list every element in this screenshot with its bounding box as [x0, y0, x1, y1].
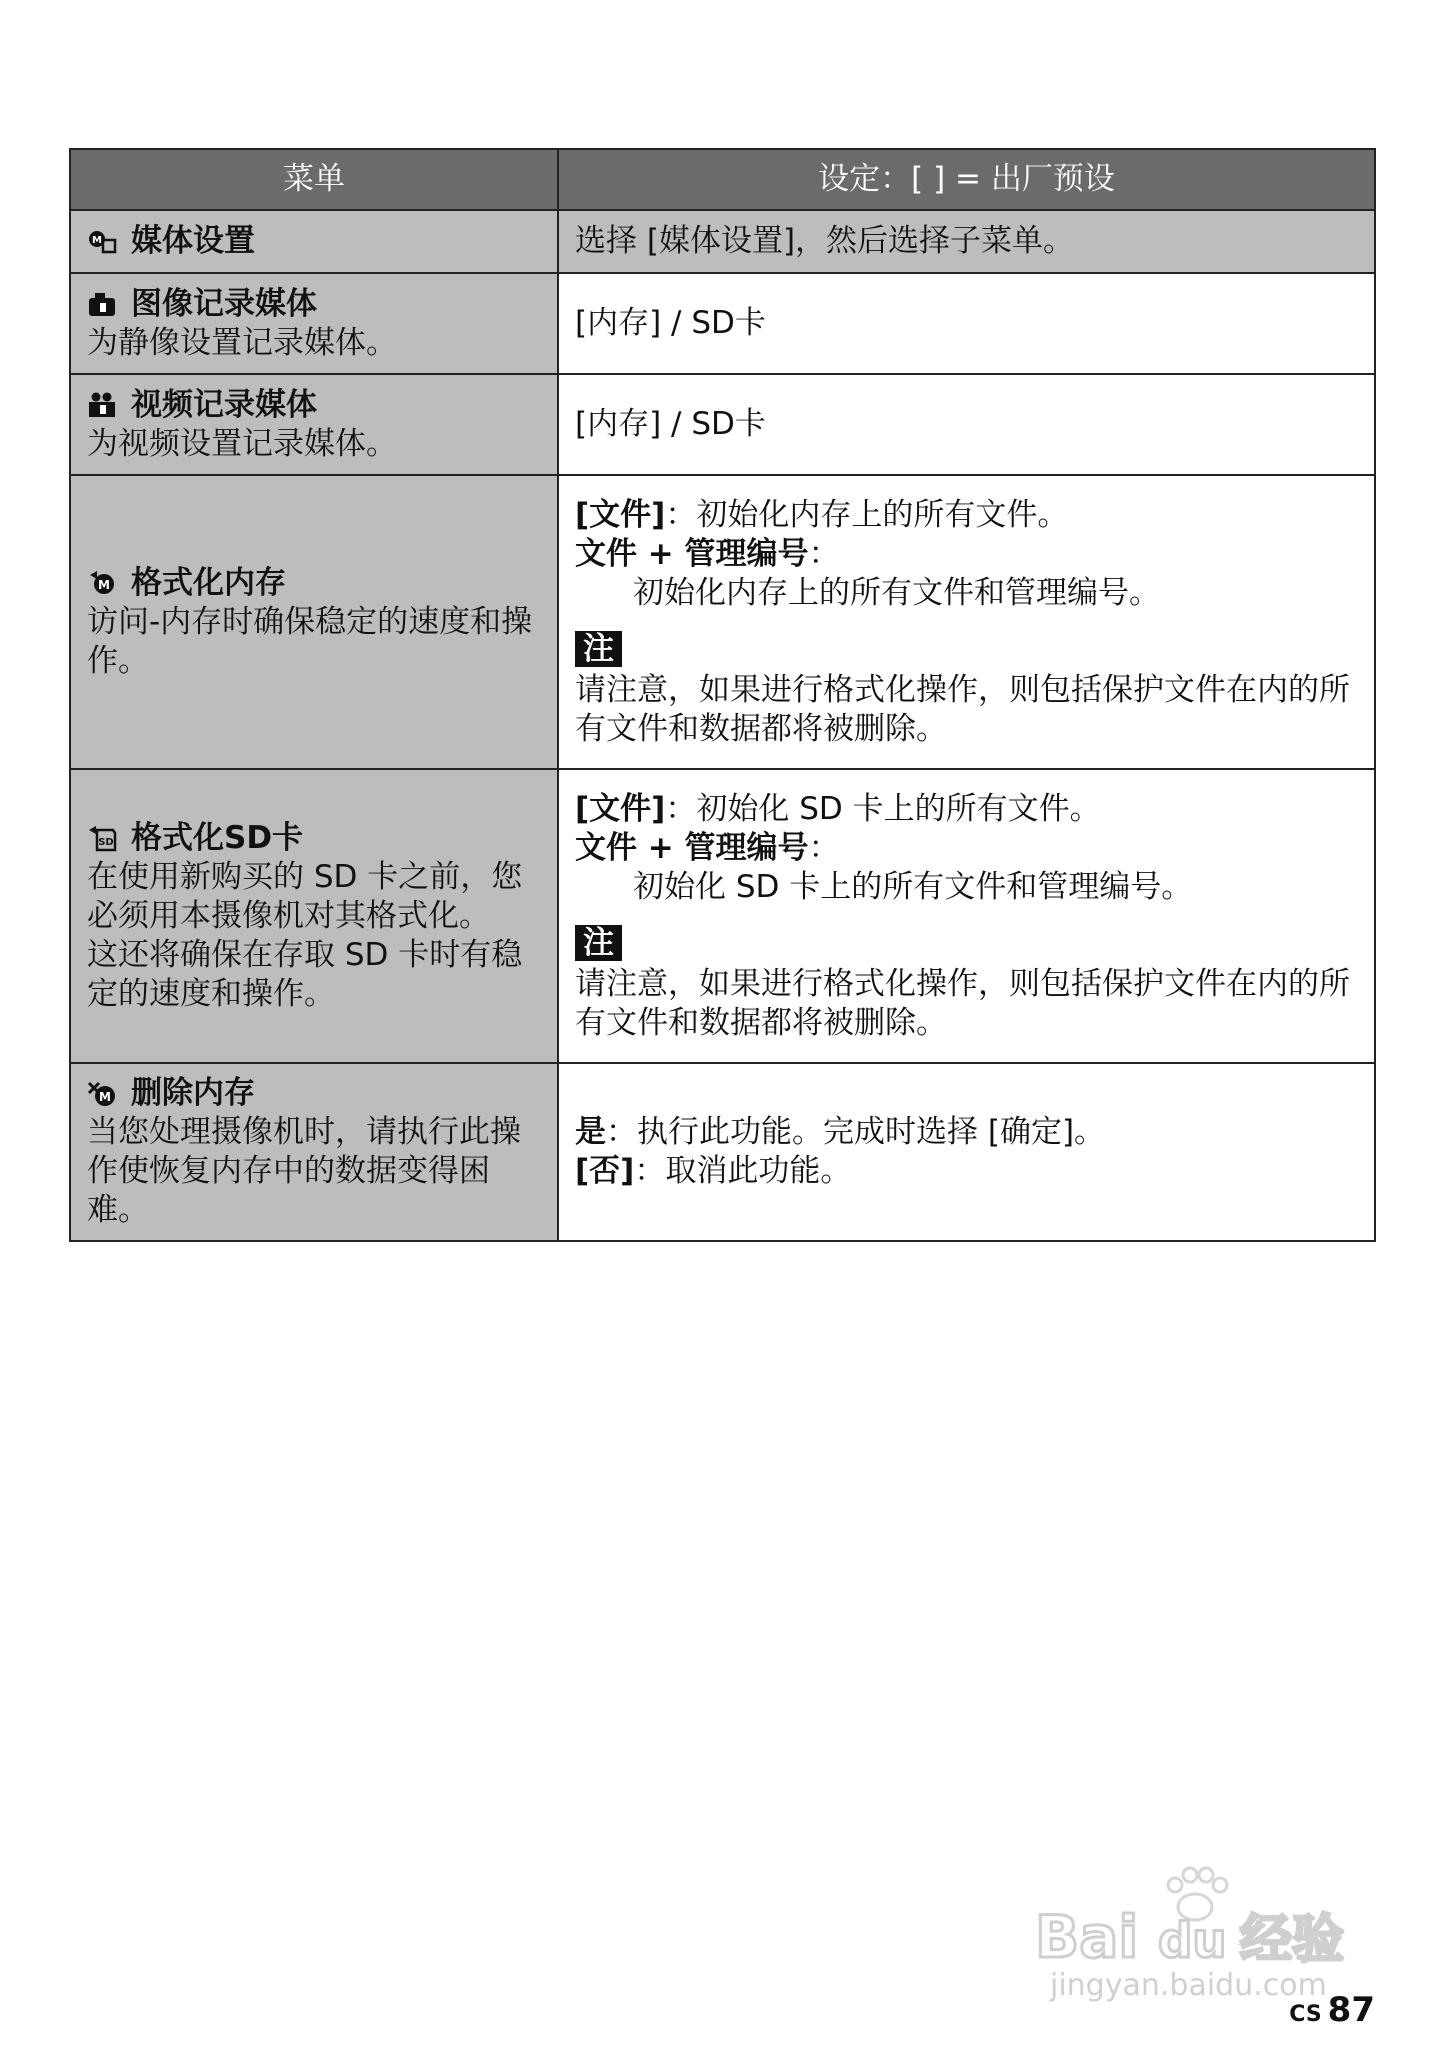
- menu-description: 在使用新购买的 SD 卡之前，您必须用本摄像机对其格式化。: [87, 858, 523, 934]
- option-text: ：执行此功能。完成时选择 [确定]。: [606, 1114, 1106, 1150]
- menu-settings-table: [69, 148, 1376, 1242]
- page-footer: [1289, 1990, 1375, 2030]
- menu-description: 为静像设置记录媒体。: [87, 324, 397, 361]
- option-label: 文件 + 管理编号: [575, 829, 809, 866]
- setting-options: [内存] / SD卡: [575, 305, 766, 341]
- camera-media-icon: [87, 290, 117, 318]
- note-text: 请注意，如果进行格式化操作，则包括保护文件在内的所有文件和数据都将被删除。: [575, 671, 1350, 747]
- option-text: ：初始化内存上的所有文件。: [665, 496, 1069, 533]
- menu-title: 格式化内存: [131, 564, 286, 601]
- svg-text:M: M: [98, 578, 110, 592]
- language-code: CS: [1289, 2002, 1322, 2027]
- menu-cell: [70, 769, 558, 1063]
- option-label: [否]: [575, 1153, 635, 1189]
- table-row: [70, 475, 1375, 769]
- option-label: [文件]: [575, 790, 666, 827]
- table-row: [70, 769, 1375, 1063]
- menu-title: 删除内存: [131, 1075, 255, 1111]
- format-memory-icon: [87, 569, 117, 597]
- baidu-jingyan-watermark: [1030, 1845, 1370, 2005]
- media-settings-icon: [87, 228, 117, 256]
- watermark-text-bai: Bai: [1035, 1903, 1139, 1971]
- svg-text:M: M: [92, 234, 102, 246]
- setting-cell: [558, 210, 1375, 273]
- watermark-url: jingyan.baidu.com: [1050, 1968, 1327, 2003]
- option-colon: ：: [808, 535, 840, 572]
- menu-title: 图像记录媒体: [131, 285, 317, 322]
- menu-cell: [70, 475, 558, 769]
- svg-text:SD: SD: [98, 837, 114, 848]
- setting-cell: [558, 1063, 1375, 1241]
- table-row: [70, 210, 1375, 273]
- setting-cell: [558, 374, 1375, 475]
- video-media-icon: [87, 391, 117, 419]
- menu-title: 格式化SD卡: [131, 819, 304, 856]
- page-number: 87: [1327, 1990, 1375, 2030]
- option-colon: ：: [808, 829, 840, 866]
- option-label: [文件]: [575, 496, 666, 533]
- setting-cell: [558, 475, 1375, 769]
- note-text: 请注意，如果进行格式化操作，则包括保护文件在内的所有文件和数据都将被删除。: [575, 965, 1350, 1041]
- option-text: ：初始化 SD 卡上的所有文件。: [665, 790, 1101, 827]
- format-sd-icon: [87, 824, 117, 852]
- setting-cell: [558, 769, 1375, 1063]
- erase-memory-icon: [87, 1080, 117, 1108]
- setting-options: [内存] / SD卡: [575, 406, 766, 442]
- menu-title: 媒体设置: [131, 223, 255, 259]
- menu-cell: [70, 1063, 558, 1241]
- menu-cell: [70, 273, 558, 374]
- note-badge: 注: [575, 631, 622, 667]
- menu-title: 视频记录媒体: [131, 386, 317, 423]
- svg-text:M: M: [99, 1089, 111, 1104]
- setting-cell: [558, 273, 1375, 374]
- menu-description: 当您处理摄像机时，请执行此操作使恢复内存中的数据变得困难。: [87, 1114, 521, 1228]
- menu-description: 访问-内存时确保稳定的速度和操作。: [87, 603, 533, 679]
- option-text: 初始化 SD 卡上的所有文件和管理编号。: [633, 868, 1193, 905]
- header-settings: 设定：[ ] = 出厂预设: [558, 149, 1375, 210]
- watermark-text-du: du: [1158, 1913, 1227, 1969]
- option-label: 文件 + 管理编号: [575, 535, 809, 572]
- table-row: [70, 273, 1375, 374]
- menu-description-extra: 这还将确保在存取 SD 卡时有稳定的速度和操作。: [87, 936, 523, 1012]
- table-header-row: [70, 149, 1375, 210]
- option-text: 初始化内存上的所有文件和管理编号。: [633, 574, 1160, 611]
- header-menu: 菜单: [70, 149, 558, 210]
- setting-text: 选择 [媒体设置]，然后选择子菜单。: [575, 223, 1075, 259]
- watermark-text-jingyan: 经验: [1240, 1910, 1345, 1970]
- option-label: 是: [575, 1114, 606, 1150]
- table-row: [70, 374, 1375, 475]
- menu-cell: [70, 374, 558, 475]
- menu-description: 为视频设置记录媒体。: [87, 425, 397, 462]
- menu-cell: [70, 210, 558, 273]
- note-badge: 注: [575, 925, 622, 961]
- option-text: ：取消此功能。: [634, 1153, 852, 1189]
- table-row: [70, 1063, 1375, 1241]
